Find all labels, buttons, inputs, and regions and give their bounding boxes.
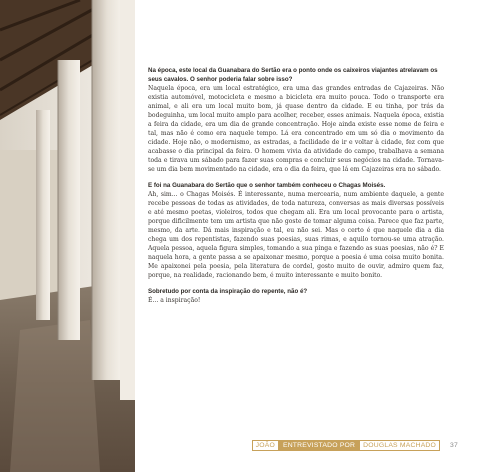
answer-3: É... a inspiração! xyxy=(148,297,201,304)
question-1: Na época, este local da Guanabara do Sertão era o ponto onde os caixeiros viajantes atrelavam os seus cavalos. O senhor poderia falar sobre isso? xyxy=(148,67,438,83)
interview-text xyxy=(148,66,444,312)
question-2: E foi na Guanabara do Sertão que o senhor também conheceu o Chagas Moisés. xyxy=(148,182,386,189)
answer-2: Ah, sim... o Chagas Moisés. É interessante, numa mercearia, num ambiente daquele, a gente recebe pessoas de todas as atividades, de toda natureza, conversas as mais diversas possíveis e até mesmo poetas, violeiros, todos que chegam ali. Era um local provocante para o artista, porque dificilmente tem um artista que não goste de tomar alguma coisa. Parece que faz parte, mesmo, da arte. Dá mais inspiração e tal, eu não sei. Mas o certo é que naquele dia a dia chega um dos repentistas, fazendo suas poesias, suas rimas, e aquilo tornou-se uma atração. Aquela pessoa, aquela figura simples, tomando a sua pinga e fazendo as suas poesias, não é? E naquela hora, a gente passa a se apaixonar mesmo, porque a poesia é uma coisa muito bonita. Me apaixonei pela poesia, pela literatura de cordel, gosto muito de ouvir, admiro quem faz, porque, na realidade, racionando bem, é muito interessante e muito bonito. xyxy=(148,191,444,279)
footer-author: DOUGLAS MACHADO xyxy=(359,440,440,451)
page-number: 37 xyxy=(450,442,458,449)
veranda-photo xyxy=(0,0,135,472)
footer-name: JOÃO xyxy=(252,440,279,451)
footer-interviewed-by: ENTREVISTADO POR xyxy=(279,440,359,451)
question-3: Sobretudo por conta da inspiração do repente, não é? xyxy=(148,288,308,295)
running-footer xyxy=(252,440,458,451)
answer-1: Naquela época, era um local estratégico, era uma das grandes entradas de Cajazeiras. Não existia automóvel, motocicleta e mesmo a bicicleta era muito pouca. Todo o transporte era animal, e ali era um local muito bom, já quase dentro da cidade. E eu tinha, por trás da bodeguinha, um local muito amplo para acolher, receber, esses animais. Naquela época, existia a feira da cidade, era um dia de grande concentração. Hoje ainda existe esse nome de feira e tal, mas não é como era naquele tempo. Lá era concentrado em um só dia o movimento da cidade. Hoje não, o modernismo, as estradas, a facilidade de ir e voltar à cidade, fez com que acabasse o dia principal da feira. O homem vivia da atividade do campo, trabalhava a semana toda e tirava um sábado para fazer suas compras e concluir seus negócios na cidade. Tornava-se um dia bem movimentado na cidade, era o dia da feira, que lá em Cajazeiras era no sábado. xyxy=(148,85,444,173)
